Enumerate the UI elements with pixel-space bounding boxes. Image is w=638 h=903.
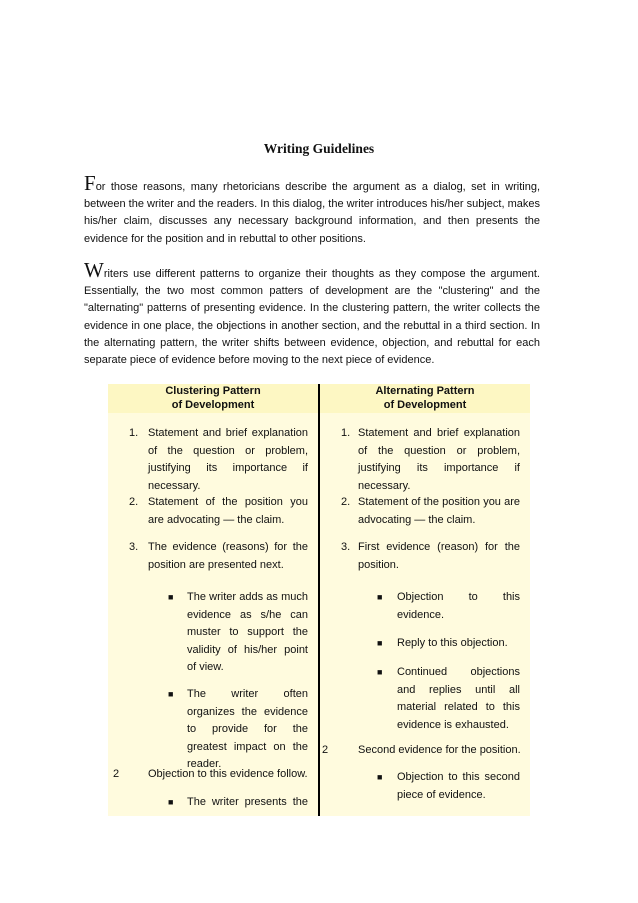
drop-cap: F <box>84 171 96 195</box>
bullet-item: Objection to this second piece of evidence. <box>397 771 520 801</box>
list-item: Statement of the position you are advocating — the claim. <box>358 496 520 526</box>
bullet-item: Objection to this evidence. <box>397 591 520 621</box>
list-item: Second evidence for the position. <box>358 744 521 756</box>
list-item: Statement of the position you are advocating — the claim. <box>148 496 308 526</box>
column-divider <box>318 384 320 816</box>
paragraph-text: or those reasons, many rhetoricians describe the argument as a dialog, set in writing, between the writer and the readers. In this dialog, the writer introduces his/her subject, makes his/her claim, discusses any necessary background information, and then presents the evidence for the position and in rebuttal to other positions. <box>84 181 540 245</box>
list-number: 2. <box>341 496 351 508</box>
header-line: of Development <box>171 399 255 411</box>
bullet-item: The writer adds as much evidence as s/he can muster to support the validity of his/her point of view. <box>187 591 308 674</box>
list-item: First evidence (reason) for the position. <box>358 541 520 571</box>
bullet-icon: ■ <box>377 592 383 602</box>
bullet-icon: ■ <box>168 797 174 807</box>
bullet-icon: ■ <box>377 667 383 677</box>
bullet-item: Reply to this objection. <box>397 637 508 649</box>
bullet-item: The writer presents the <box>187 796 308 808</box>
bullet-item: Continued objections and replies until all material related to this evidence is exhausted. <box>397 666 520 731</box>
paragraph-dialog <box>84 171 540 248</box>
clustering-header <box>108 384 318 413</box>
list-number: 3. <box>341 541 351 553</box>
alternating-header <box>320 384 530 413</box>
list-number: 1. <box>341 427 351 439</box>
drop-cap: W <box>84 258 104 282</box>
list-number: 2 <box>322 744 329 756</box>
list-item: The evidence (reasons) for the position are presented next. <box>148 541 308 571</box>
paragraph-text: riters use different patterns to organize their thoughts as they compose the argument. Essentially, the two most common patters of development are the "clustering" and the "alternating" patterns of presenting evidence. In the clustering pattern, the writer collects the evidence in one place, the objections in another section, and the rebuttal in a third section. In the alternating pattern, the writer shifts between evidence, objection, and rebuttal for each separate piece of evidence before moving to the next piece of evidence. <box>84 268 540 367</box>
paragraph-patterns <box>84 258 540 369</box>
patterns-table <box>108 384 530 816</box>
page-title: Writing Guidelines <box>263 141 375 156</box>
list-number: 2 <box>113 768 120 780</box>
bullet-item: The writer often organizes the evidence to provide for the greatest impact on the reader. <box>187 688 308 771</box>
list-item: Statement and brief explanation of the question or problem, justifying its importance if necessary. <box>148 427 308 492</box>
list-item: Statement and brief explanation of the question or problem, justifying its importance if necessary. <box>358 427 520 492</box>
header-line: Alternating Pattern <box>375 385 475 397</box>
header-line: Clustering Pattern <box>165 385 261 397</box>
list-number: 2. <box>129 496 139 508</box>
bullet-icon: ■ <box>377 638 383 648</box>
list-number: 3. <box>129 541 139 553</box>
list-number: 1. <box>129 427 139 439</box>
bullet-icon: ■ <box>168 689 174 699</box>
bullet-icon: ■ <box>168 592 174 602</box>
header-line: of Development <box>383 399 467 411</box>
bullet-icon: ■ <box>377 772 383 782</box>
list-item: Objection to this evidence follow. <box>148 768 308 780</box>
